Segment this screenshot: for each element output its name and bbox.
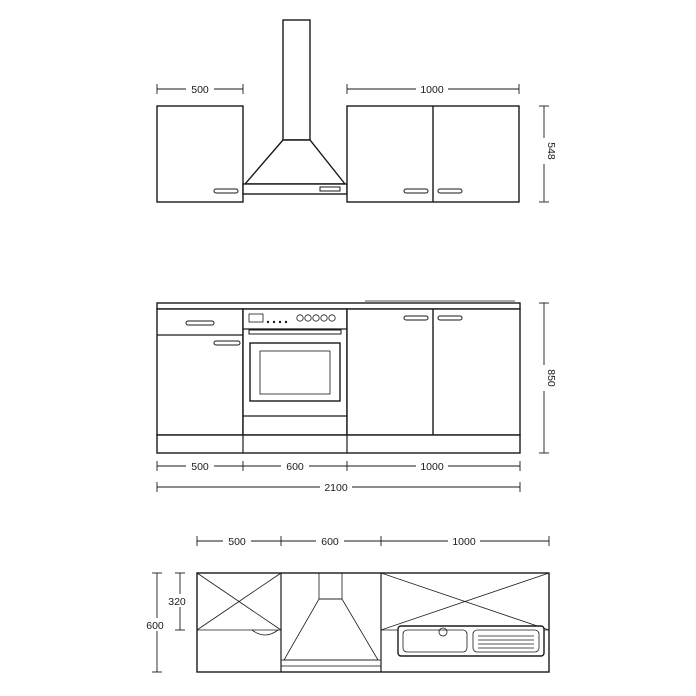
plan-dim-base-depth-label: 600 [146,620,164,632]
wall-dim-right-width [347,82,519,96]
plan-dim-segments [197,534,549,548]
base-dim-segment-3-label: 1000 [420,461,444,473]
wall-dim-left-width [157,82,243,96]
plan-dim-segment-1-label: 500 [228,536,246,548]
plan-dim-segment-2-label: 600 [321,536,339,548]
base-dim-height [537,303,557,453]
plan-dim-base-depth [145,573,167,672]
base-dim-total-label: 2100 [324,482,348,494]
plinth [157,435,520,453]
base-cabinet-right [347,309,520,435]
plan-dim-wall-depth [166,573,188,630]
base-units-elevation [157,301,557,494]
base-dim-height-label: 850 [545,369,557,387]
extractor-hood-front [243,20,347,194]
wall-dim-left-width-label: 500 [191,84,209,96]
base-dim-segment-2-label: 600 [286,461,304,473]
base-dim-total [157,480,520,494]
wall-dim-height-label: 548 [545,142,557,160]
plan-view [145,534,549,672]
wall-units-elevation [157,20,557,202]
sink-basin [398,626,544,656]
plan-dim-wall-depth-label: 320 [168,596,186,608]
plan-dim-segment-3-label: 1000 [452,536,476,548]
wall-dim-height [537,106,557,202]
base-dim-segments [157,460,520,473]
base-dim-segment-1-label: 500 [191,461,209,473]
base-cabinet-left [157,309,243,435]
wall-dim-right-width-label: 1000 [420,84,444,96]
oven-unit [243,309,347,435]
wall-cabinet-left [157,106,243,202]
wall-cabinet-right [347,106,519,202]
